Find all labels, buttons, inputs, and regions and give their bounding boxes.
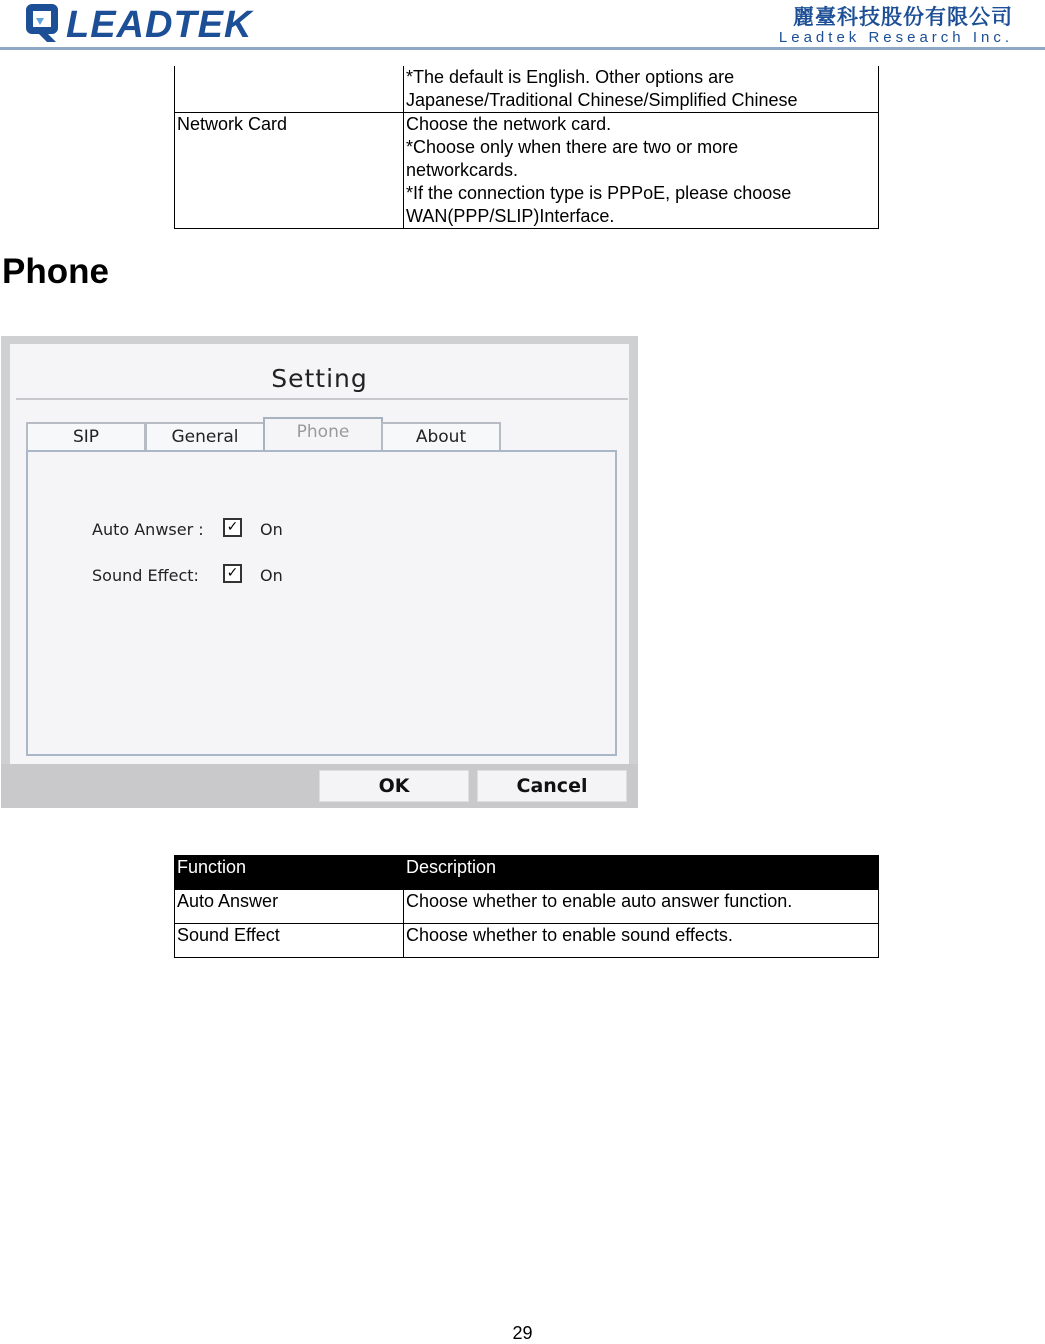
description-line: WAN(PPP/SLIP)Interface. <box>406 206 615 226</box>
settings-title: Setting <box>271 364 368 393</box>
description-line: *The default is English. Other options are <box>406 67 735 87</box>
description-line: networkcards. <box>406 160 519 180</box>
page-number: 29 <box>512 1323 533 1343</box>
description-cell <box>404 66 879 113</box>
header-divider <box>0 47 1045 50</box>
company-name-chinese: 麗臺科技股份有限公司 <box>793 5 1013 29</box>
company-name-english: Leadtek Research Inc. <box>778 29 1013 46</box>
settings-description-table <box>174 66 879 229</box>
sound-effect-state: On <box>260 566 283 585</box>
function-cell: Network Card <box>175 113 404 229</box>
phone-settings-panel <box>26 450 617 756</box>
function-cell: Auto Answer <box>175 890 404 924</box>
table-row <box>175 113 879 229</box>
tab-about[interactable]: About <box>381 422 501 450</box>
description-line: Japanese/Traditional Chinese/Simplified Chinese <box>406 90 798 110</box>
auto-answer-checkbox[interactable] <box>223 518 242 537</box>
description-cell <box>404 113 879 229</box>
table-header-row <box>175 856 879 890</box>
column-header-description: Description <box>404 856 879 890</box>
description-cell: Choose whether to enable auto answer function. <box>404 890 879 924</box>
sound-effect-label: Sound Effect: <box>92 566 199 585</box>
cancel-button[interactable]: Cancel <box>477 770 627 802</box>
phone-settings-screenshot <box>1 336 638 808</box>
auto-answer-label: Auto Anwser : <box>92 520 204 539</box>
tab-sip[interactable]: SIP <box>26 422 146 450</box>
settings-window <box>10 344 629 764</box>
description-cell: Choose whether to enable sound effects. <box>404 924 879 958</box>
sound-effect-checkbox[interactable] <box>223 564 242 583</box>
column-header-function: Function <box>175 856 404 890</box>
title-divider <box>16 398 628 400</box>
tab-general[interactable]: General <box>145 422 265 450</box>
table-row <box>175 66 879 113</box>
description-line: Choose the network card. <box>406 114 612 134</box>
checkmark-icon: ✓ <box>226 519 239 535</box>
checkmark-icon: ✓ <box>226 565 239 581</box>
company-name-block <box>779 4 1013 46</box>
ok-button[interactable]: OK <box>319 770 469 802</box>
function-cell: Sound Effect <box>175 924 404 958</box>
table-row <box>175 924 879 958</box>
function-cell <box>175 66 404 113</box>
tab-phone[interactable]: Phone <box>263 417 383 453</box>
leadtek-logo <box>22 0 262 44</box>
auto-answer-state: On <box>260 520 283 539</box>
description-line: *Choose only when there are two or more <box>406 137 739 157</box>
description-line: *If the connection type is PPPoE, please choose <box>406 183 792 203</box>
phone-function-table <box>174 855 879 958</box>
logo-wordmark: LEADTEK <box>66 4 253 44</box>
table-row <box>175 890 879 924</box>
section-heading: Phone <box>2 252 109 291</box>
